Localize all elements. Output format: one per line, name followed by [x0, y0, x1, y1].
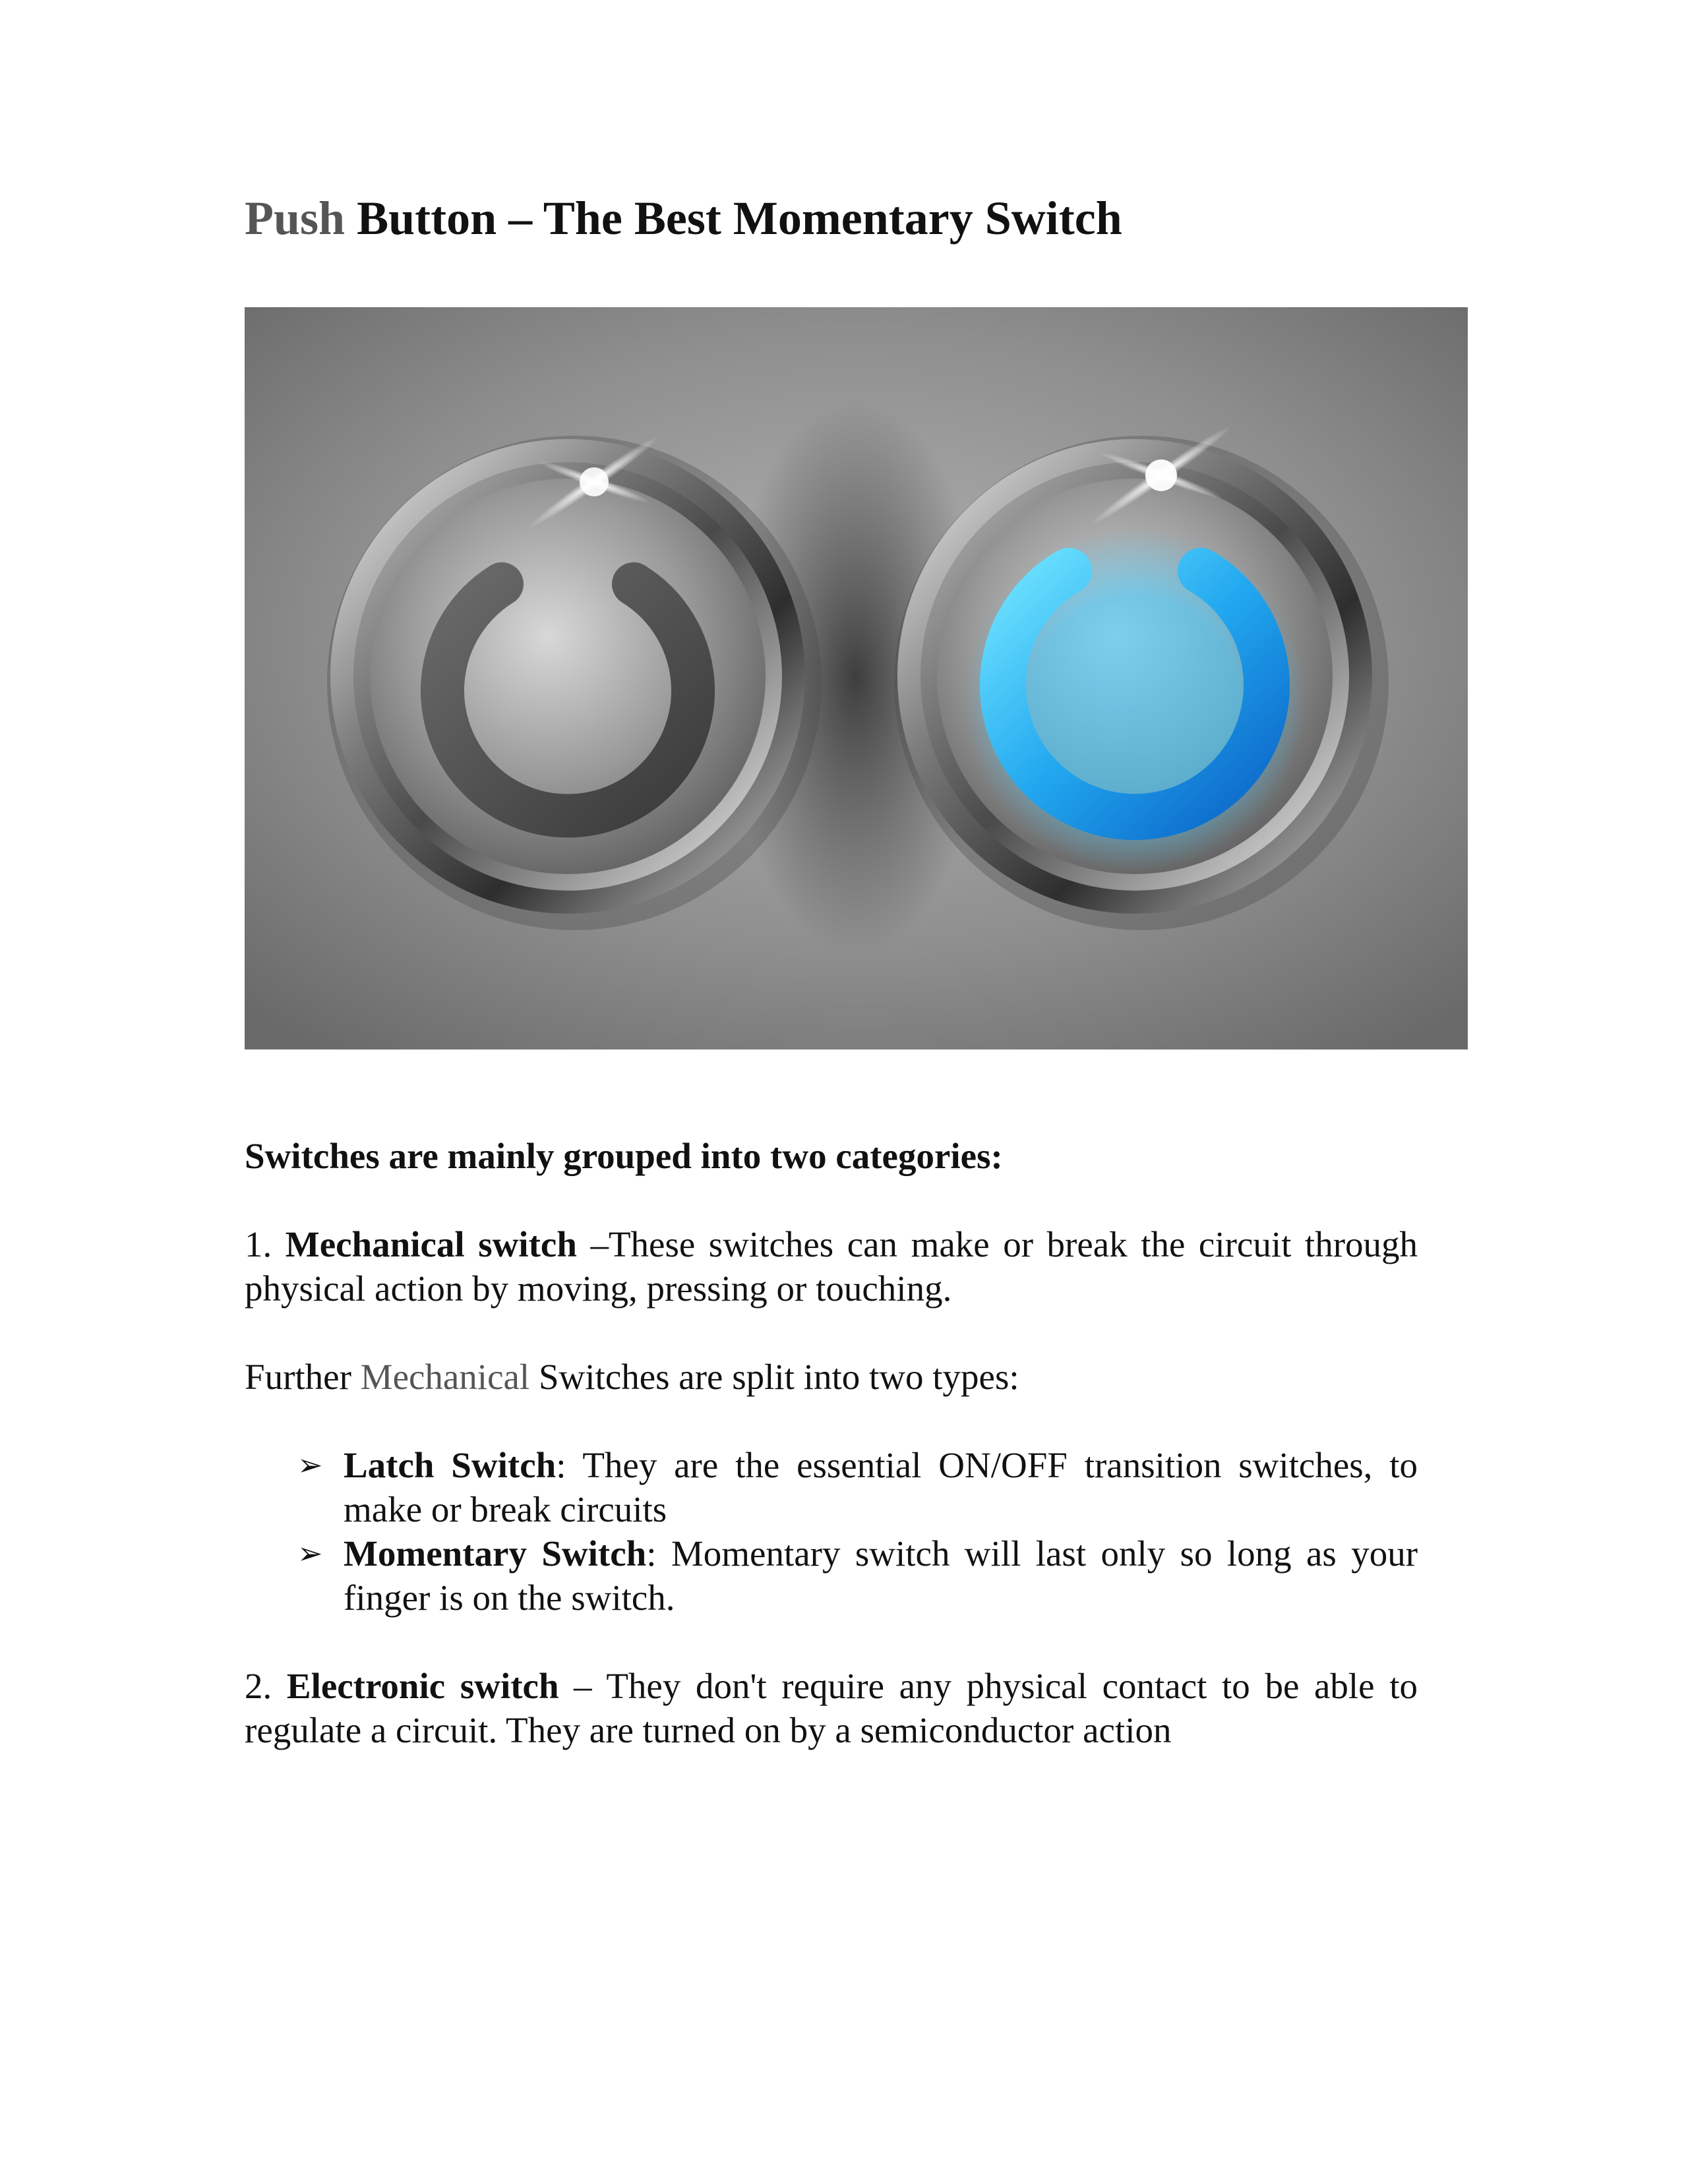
list-item-momentary-switch — [245, 1531, 1418, 1620]
item-term: Electronic switch — [286, 1666, 559, 1706]
list-item-term: Momentary Switch — [344, 1533, 647, 1574]
page-title-rest: Button – The Best Momentary Switch — [345, 192, 1122, 245]
further-highlight: Mechanical — [360, 1357, 530, 1397]
section-heading: Switches are mainly grouped into two categories: — [245, 1136, 1003, 1176]
list-item-latch-switch — [245, 1443, 1418, 1531]
item-text: – They don't require any physical contact to be able to regulate a circuit. They are turned on by a semiconductor action — [245, 1666, 1418, 1750]
page-title-accent: Push — [245, 192, 346, 245]
document-body — [245, 1134, 1418, 1752]
page-title — [245, 192, 1122, 245]
item-mechanical-switch — [245, 1222, 1418, 1311]
arrow-bullet-icon: ➢ — [297, 1535, 323, 1571]
switch-types-list — [245, 1443, 1418, 1620]
arrow-bullet-icon: ➢ — [297, 1447, 323, 1483]
item-number: 1. — [245, 1224, 286, 1264]
list-item-text: : They are the essential ON/OFF transition switches, to make or break circuits — [344, 1445, 1418, 1529]
list-item-term: Latch Switch — [344, 1445, 557, 1485]
item-term: Mechanical switch — [285, 1224, 577, 1264]
power-buttons-image — [245, 307, 1468, 1049]
further-suffix: Switches are split into two types: — [529, 1357, 1019, 1397]
item-text: –These switches can make or break the circuit through physical action by moving, pressing or touching. — [245, 1224, 1418, 1309]
further-prefix: Further — [245, 1357, 361, 1397]
item-number: 2. — [245, 1666, 287, 1706]
item-electronic-switch — [245, 1664, 1418, 1752]
list-item-text: : Momentary switch will last only so long as your finger is on the switch. — [344, 1533, 1418, 1618]
further-paragraph — [245, 1355, 1418, 1399]
